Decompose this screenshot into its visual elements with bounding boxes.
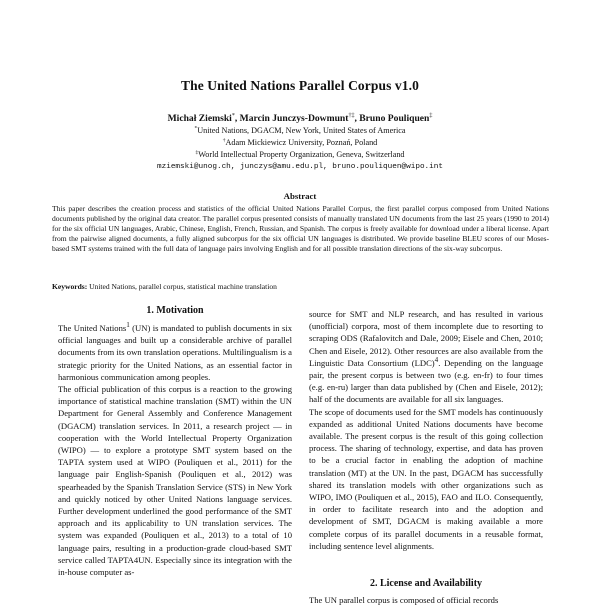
author-mark: * bbox=[231, 112, 235, 119]
paragraph: The official publication of this corpus is a reaction to the growing importance of statistical machine translation (SMT) within the UN Department for General Assembly and Conference Management (DGACM) translation services. In 2011, a research project — in cooperation with the World Intellectual Property Organization (WIPO) — to explore a prototype SMT system based on the TAPTA system used at WIPO (Pouliquen et al., 2011) for the language pair English-Spanish (Pouliquen et al., 2012) was spearheaded by the Spanish Translation Service (STS) in New York and quickly noticed by other United Nations language services. Further development underlined the good performance of the SMT approach and its applicability to UN translation services. The system was expanded (Pouliquen et al., 2013) to a total of 10 language pairs, resulting in a production-grade cloud-based SMT service called TAPTA4UN. Especially since its integration with the in-house computer as- bbox=[58, 384, 292, 578]
author-name: Marcin Junczys-Dowmunt bbox=[239, 113, 349, 124]
affiliation bbox=[0, 150, 600, 159]
paragraph-text: The United Nations bbox=[58, 323, 127, 333]
affiliation-mark: ‡ bbox=[195, 149, 199, 156]
author-name: Bruno Pouliquen bbox=[359, 113, 430, 124]
abstract-text: This paper describes the creation process and statistics of the official United Nations Parallel Corpus, the first parallel corpus composed from United Nations documents published by the original data creator. The parallel corpus presented consists of manually translated UN documents from the last 25 years (1990 to 2014) for the six official UN languages, Arabic, Chinese, English, French, Russian, and Spanish. The corpus is freely available for download under a liberal license. Apart from the pairwise aligned documents, a fully aligned subcorpus for the six official UN languages is distributed. We provide baseline BLEU scores of our Moses-based SMT systems trained with the full data of language pairs involving English and for all possible translation directions of the six-way subcorpus. bbox=[52, 204, 549, 254]
paragraph-text: . Depending on the language pair, the present corpus is between two (e.g. en-fr) to four times (e.g. en-ru) larger than data published by (Chen and Eisele, 2012); half of the documents are available for all six languages. bbox=[309, 357, 544, 405]
footnote-mark: 1 bbox=[126, 321, 130, 330]
author-name: Michał Ziemski bbox=[167, 113, 232, 124]
affiliation-mark: † bbox=[222, 137, 226, 144]
keywords-text: United Nations, parallel corpus, statistical machine translation bbox=[87, 282, 277, 291]
paragraph bbox=[309, 308, 543, 406]
author-separator: , bbox=[354, 113, 360, 124]
affiliation bbox=[0, 126, 600, 135]
affiliation-text: World Intellectual Property Organization, Geneva, Switzerland bbox=[198, 150, 405, 159]
author-mark: ‡ bbox=[429, 112, 433, 119]
paragraph-text: source for SMT and NLP research, and has resulted in various (unofficial) corpora, most of them incomplete due to resorting to scraping ODS (Rafalovitch and Dale, 2009; Eisele and Chen, 2010; Chen and Eisele, 2012). Other resources are also available from the Linguistic Data Consortium (LDC) bbox=[309, 309, 543, 368]
affiliation-mark: * bbox=[194, 125, 198, 132]
paragraph bbox=[58, 322, 292, 383]
section-heading-motivation: 1. Motivation bbox=[146, 305, 204, 316]
paragraph: The scope of documents used for the SMT models has continuously expanded as additional United Nations documents have become available. The present corpus is the result of this going collection process. The sharing of technology, expertise, and data has proven to be a crucial factor in enabling the adoption of machine translation (MT) at the UN. In the past, DGACM has successfully shared its translation models with other organizations such as WIPO, IMO (Pouliquen et al., 2015), FAO and ILO. Consequently, in order to facilitate research into and the adoption and development of SMT, DGACM is making available a more complete corpus of its parallel documents in a reusable format, including sentence level alignments. bbox=[309, 406, 543, 551]
affiliation bbox=[0, 138, 600, 147]
author-list bbox=[0, 113, 600, 124]
keywords-label: Keywords: bbox=[52, 282, 88, 291]
author-emails: mziemski@unog.ch, junczys@amu.edu.pl, bruno.pouliquen@wipo.int bbox=[156, 163, 444, 171]
left-column bbox=[58, 322, 292, 578]
paragraph-text: (UN) is mandated to publish documents in six official languages and built up a considerable archive of parallel documents from its own translation operations. Multilingualism is a strategic priority for the United Nations, as an essential factor in harmonious communication among peoples. bbox=[58, 323, 292, 382]
affiliation-text: United Nations, DGACM, New York, United States of America bbox=[197, 126, 406, 135]
paper-title: The United Nations Parallel Corpus v1.0 bbox=[181, 78, 419, 93]
section-heading-license: 2. License and Availability bbox=[369, 578, 483, 589]
author-separator: , bbox=[234, 113, 240, 124]
affiliation-text: Adam Mickiewicz University, Poznań, Poland bbox=[225, 138, 378, 147]
keywords bbox=[52, 282, 549, 291]
right-column bbox=[309, 308, 543, 552]
abstract-heading: Abstract bbox=[283, 191, 317, 201]
paragraph-tail: The UN parallel corpus is composed of official records bbox=[309, 595, 499, 605]
footnote-mark: 4 bbox=[434, 355, 439, 364]
author-mark: †‡ bbox=[348, 112, 355, 119]
